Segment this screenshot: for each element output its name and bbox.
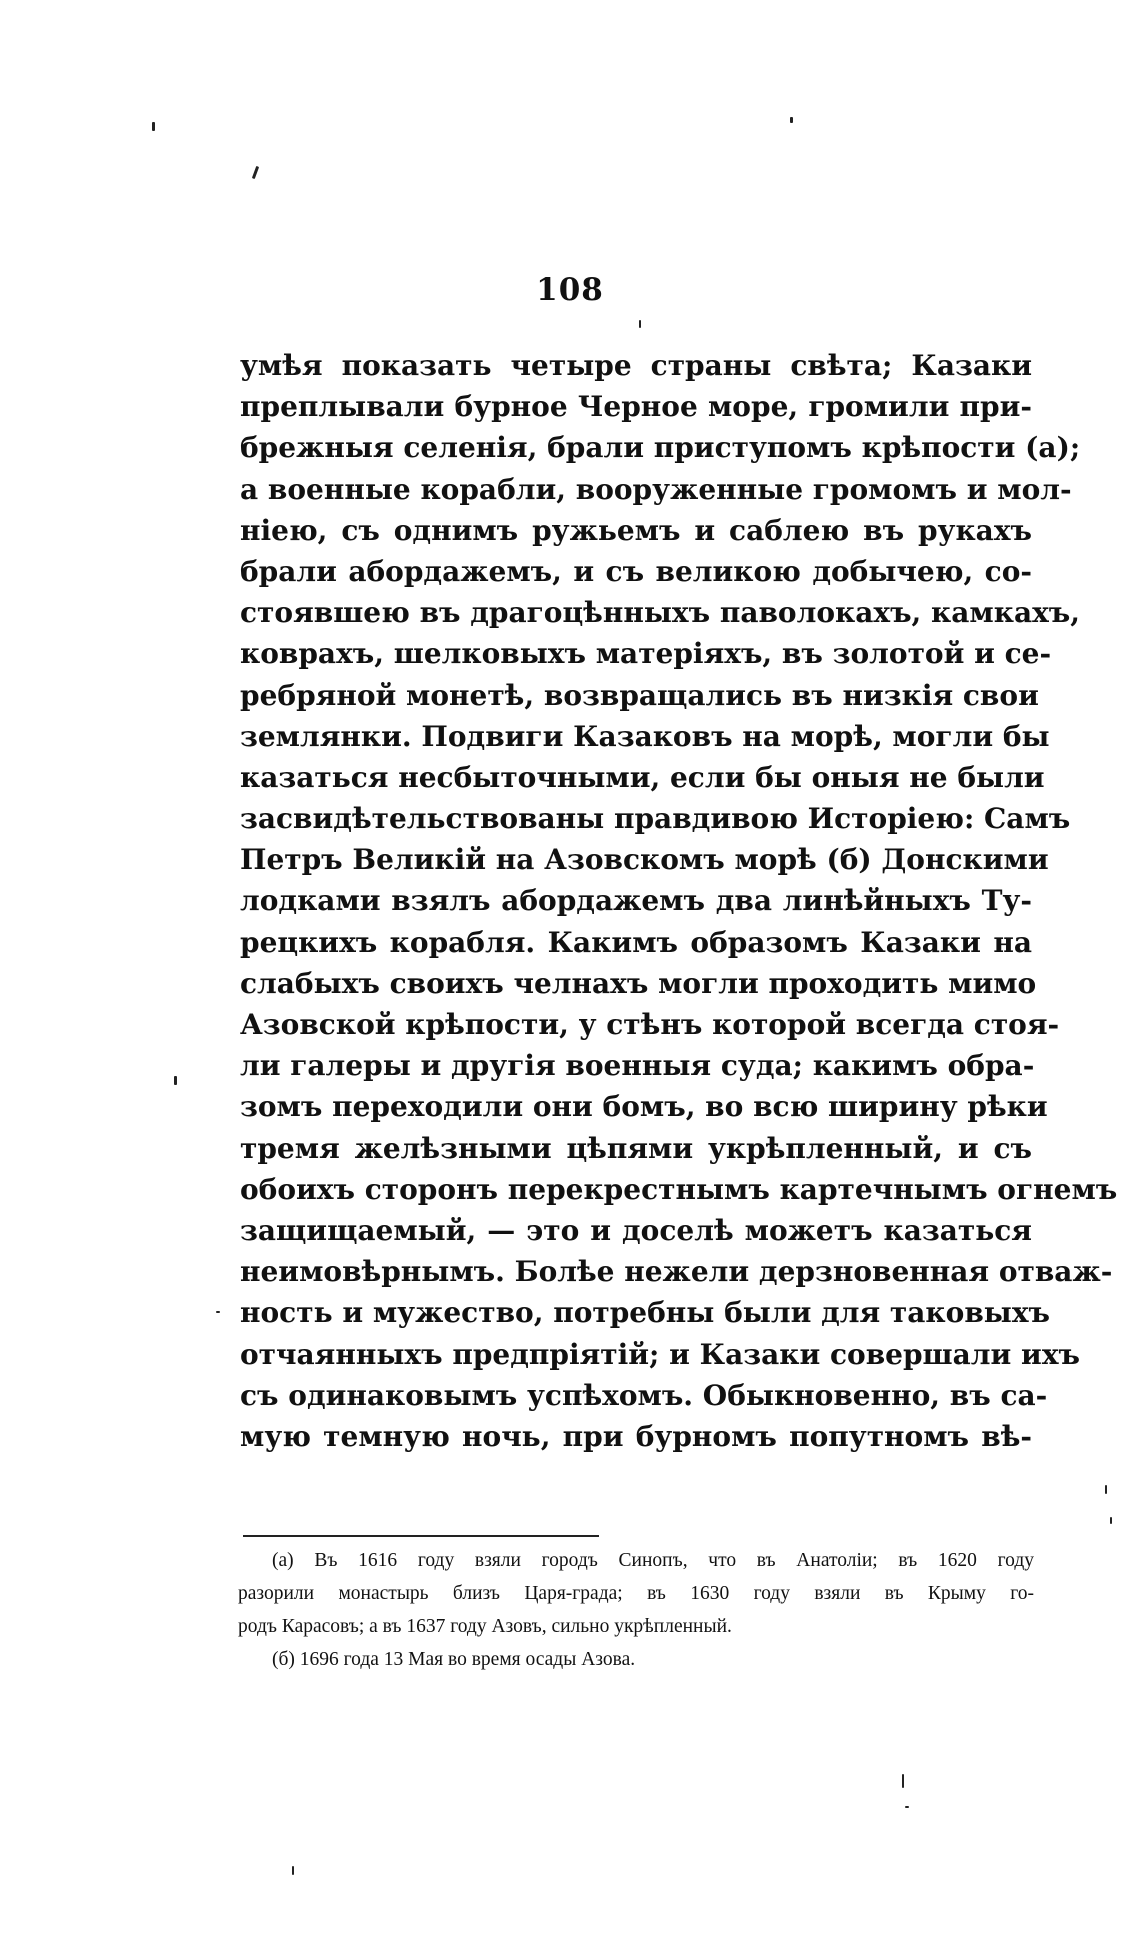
- text-line: ребряной монетѣ, возвращались въ низкія свои: [240, 678, 1039, 712]
- text-line: лодками взялъ абордажемъ два линѣйныхъ Ту-: [240, 884, 1032, 918]
- ink-speck: [790, 117, 793, 123]
- text-line: коврахъ, шелковыхъ матеріяхъ, въ золотой и се-: [240, 637, 1052, 671]
- footnote-line: (б) 1696 года 13 Мая во время осады Азова.: [272, 1649, 636, 1670]
- text-line: преплывали бурное Черное море, громили при-: [240, 390, 1032, 424]
- text-line: обоихъ сторонъ перекрестнымъ картечнымъ огнемъ: [240, 1172, 1118, 1206]
- text-line: землянки. Подвиги Казаковъ на морѣ, могли бы: [240, 719, 1050, 753]
- footnote-line: разорили монастырь близъ Царя-града; въ 1630 году взяли въ Крыму го-: [238, 1583, 1034, 1604]
- page-number: 108: [536, 272, 604, 308]
- text-line: брежныя селенія, брали приступомъ крѣпости (а);: [240, 431, 1081, 465]
- ink-speck: [905, 1806, 909, 1808]
- text-line: защищаемый, — это и доселѣ можетъ казаться: [240, 1213, 1032, 1247]
- text-line: Петръ Великій на Азовскомъ морѣ (б) Донскими: [240, 843, 1049, 877]
- footnotes: [238, 1544, 1034, 1676]
- text-line: зомъ переходили они бомъ, во всю ширину рѣки: [240, 1090, 1048, 1124]
- text-line: рецкихъ корабля. Какимъ образомъ Казаки на: [240, 925, 1032, 959]
- text-line: съ одинаковымъ успѣхомъ. Обыкновенно, въ са-: [240, 1378, 1048, 1412]
- ink-speck: [152, 122, 155, 131]
- footnote-separator: [243, 1535, 599, 1537]
- ink-speck: [292, 1866, 294, 1875]
- text-line: ніею, съ однимъ ружьемъ и саблею въ рукахъ: [240, 513, 1032, 547]
- text-line: Азовской крѣпости, у стѣнъ которой всегда стоя-: [240, 1008, 1060, 1041]
- text-line: засвидѣтельствованы правдивою Исторіею: Самъ: [240, 802, 1071, 836]
- footnote-line: (а) Въ 1616 году взяли городъ Синопъ, что въ Анатоліи; въ 1620 году: [272, 1550, 1034, 1571]
- ink-speck: [216, 1311, 220, 1313]
- text-line: ли галеры и другія военныя суда; какимъ обра-: [240, 1049, 1035, 1083]
- footnote-line: родъ Карасовъ; а въ 1637 году Азовъ, сильно укрѣпленный.: [238, 1616, 732, 1637]
- ink-speck: [1105, 1485, 1107, 1494]
- ink-speck: [902, 1774, 904, 1788]
- text-line: мую темную ночь, при бурномъ попутномъ вѣ-: [240, 1419, 1032, 1453]
- text-line: отчаянныхъ предпріятій; и Казаки совершали ихъ: [240, 1337, 1080, 1371]
- text-line: ность и мужество, потребны были для таковыхъ: [240, 1296, 1051, 1330]
- ink-speck: [1110, 1517, 1112, 1524]
- main-text: [240, 345, 1118, 1457]
- text-line: стоявшею въ драгоцѣнныхъ паволокахъ, камкахъ,: [240, 596, 1081, 630]
- text-line: слабыхъ своихъ челнахъ могли проходить мимо: [240, 966, 1037, 1000]
- ink-speck: [174, 1076, 177, 1085]
- text-line: неимовѣрнымъ. Болѣе нежели дерзновенная отваж-: [240, 1255, 1113, 1289]
- text-line: тремя желѣзными цѣпями укрѣпленный, и съ: [240, 1131, 1032, 1165]
- ink-speck: [639, 320, 641, 328]
- text-line: брали абордажемъ, и съ великою добычею, со-: [240, 554, 1032, 588]
- ink-speck: [252, 166, 259, 179]
- text-line: казаться несбыточными, если бы оныя не были: [240, 760, 1045, 794]
- text-line: а военные корабли, вооруженные громомъ и мол-: [240, 472, 1072, 506]
- text-line: умѣя показать четыре страны свѣта; Казаки: [240, 349, 1032, 382]
